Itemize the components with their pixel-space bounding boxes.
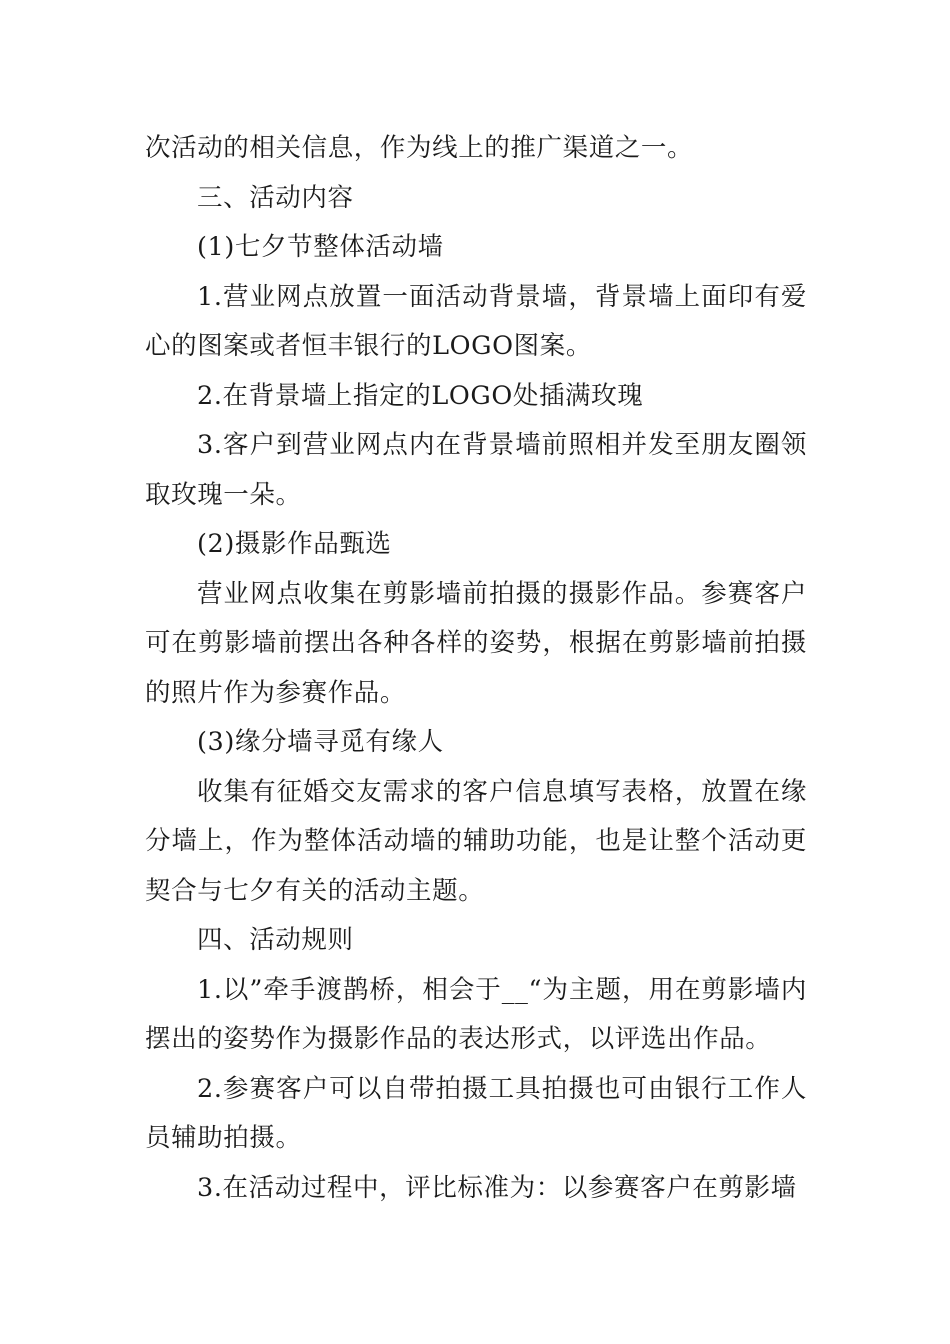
paragraph: 1.以”牵手渡鹊桥，相会于__“为主题，用在剪影墙内摆出的姿势作为摄影作品的表达形式，以评选出作品。 xyxy=(145,974,807,1054)
paragraph: 3.在活动过程中，评比标准为：以参赛客户在剪影墙 xyxy=(197,1172,797,1203)
subsection-heading: (2)摄影作品甄选 xyxy=(197,529,392,559)
paragraph: 收集有征婚交友需求的客户信息填写表格，放置在缘分墙上，作为整体活动墙的辅助功能，也是让整个活动更契合与七夕有关的活动主题。 xyxy=(145,776,807,906)
subsection-heading: (1)七夕节整体活动墙 xyxy=(197,232,444,262)
paragraph: 1.营业网点放置一面活动背景墙，背景墙上面印有爱心的图案或者恒丰银行的LOGO图案。 xyxy=(145,281,807,361)
paragraph: 营业网点收集在剪影墙前拍摄的摄影作品。参赛客户可在剪影墙前摆出各种各样的姿势，根据在剪影墙前拍摄的照片作为参赛作品。 xyxy=(145,578,807,708)
subsection-heading: (3)缘分墙寻觅有缘人 xyxy=(197,727,444,757)
paragraph: 3.客户到营业网点内在背景墙前照相并发至朋友圈领取玫瑰一朵。 xyxy=(145,430,807,510)
section-heading: 四、活动规则 xyxy=(197,925,354,955)
document-body xyxy=(145,124,807,1213)
paragraph: 2.参赛客户可以自带拍摄工具拍摄也可由银行工作人员辅助拍摄。 xyxy=(145,1073,807,1153)
paragraph: 2.在背景墙上指定的LOGO处插满玫瑰 xyxy=(197,380,644,411)
paragraph: 次活动的相关信息，作为线上的推广渠道之一。 xyxy=(145,133,694,163)
section-heading: 三、活动内容 xyxy=(197,182,354,213)
